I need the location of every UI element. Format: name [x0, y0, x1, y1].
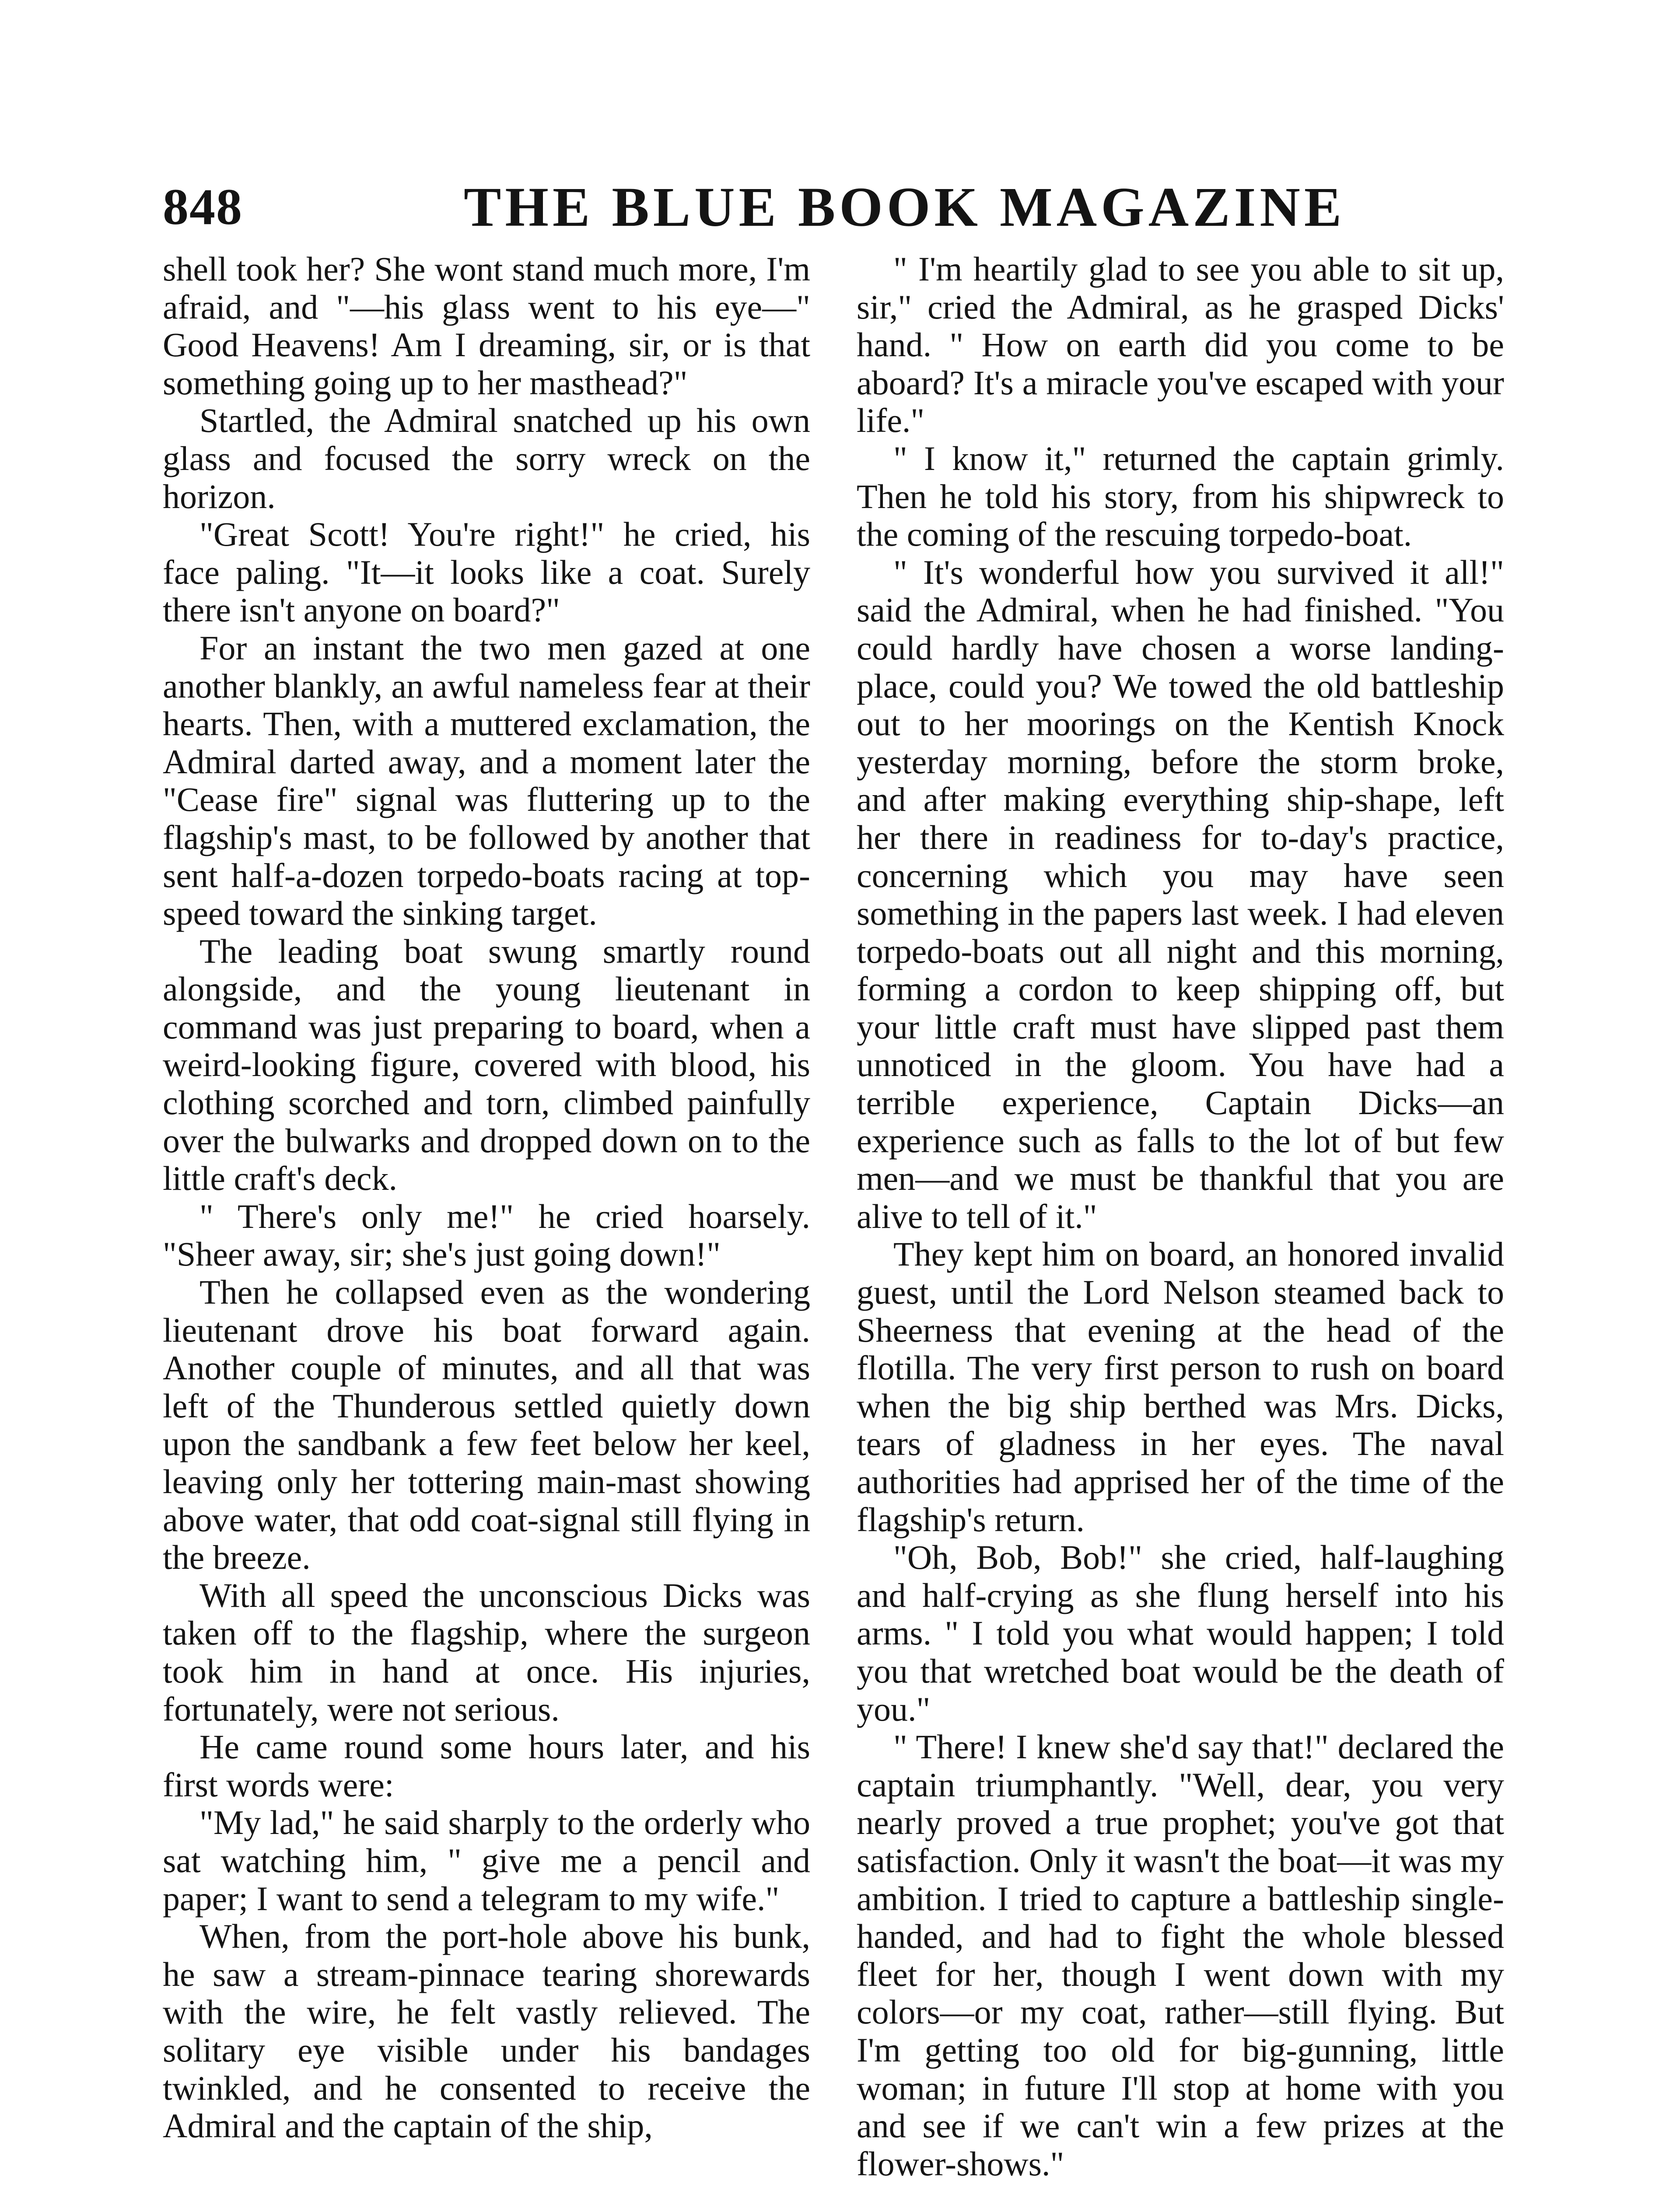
- paragraph: " There! I knew she'd say that!" declared the captain triumphantly. "Well, dear, you very nearly proved a true prophet; you've got that satisfaction. Only it wasn't the boat—it was my ambition. I tried to capture a battleship single-handed, and had to fight the whole blessed fleet for her, though I went down with my colors—or my coat, rather—still flying. But I'm getting too old for big-gunning, little woman; in future I'll stop at home with you and see if we can't win a few prizes at the flower-shows.": [857, 1728, 1504, 2183]
- paragraph: When, from the port-hole above his bunk, he saw a stream-pinnace tearing shorewards with the wire, he felt vastly relieved. The solitary eye visible under his bandages twinkled, and he consented to receive the Admiral and the captain of the ship,: [163, 1917, 810, 2145]
- paragraph: With all speed the unconscious Dicks was taken off to the flagship, where the surgeon took him in hand at once. His injuries, fortunately, were not serious.: [163, 1576, 810, 1728]
- paragraph: "Great Scott! You're right!" he cried, his face paling. "It—it looks like a coat. Surely there isn't anyone on board?": [163, 515, 810, 629]
- paragraph: " It's wonderful how you survived it all!" said the Admiral, when he had finished. "You could hardly have chosen a worse landing-place, could you? We towed the old battleship out to her moorings on the Kentish Knock yesterday morning, before the storm broke, and after making everything ship-shape, left her there in readiness for to-day's practice, concerning which you may have seen something in the papers last week. I had eleven torpedo-boats out all night and this morning, forming a cordon to keep shipping off, but your little craft must have slipped past them unnoticed in the gloom. You have had a terrible experience, Captain Dicks—an experience such as falls to the lot of but few men—and we must be thankful that you are alive to tell of it.": [857, 553, 1504, 1235]
- paragraph: They kept him on board, an honored invalid guest, until the Lord Nelson steamed back to Sheerness that evening at the head of the flotilla. The very first person to rush on board when the big ship berthed was Mrs. Dicks, tears of gladness in her eyes. The naval authorities had apprised her of the time of the flagship's return.: [857, 1235, 1504, 1539]
- magazine-title: THE BLUE BOOK MAGAZINE: [464, 176, 1346, 238]
- paragraph: Then he collapsed even as the wondering lieutenant drove his boat forward again. Another couple of minutes, and all that was left of the Thunderous settled quietly down upon the sandbank a few feet below her keel, leaving only her tottering main-mast showing above water, that odd coat-signal still flying in the breeze.: [163, 1273, 810, 1577]
- paragraph: For an instant the two men gazed at one another blankly, an awful nameless fear at their hearts. Then, with a muttered exclamation, the Admiral darted away, and a moment later the "Cease fire" signal was fluttering up to the flagship's mast, to be followed by another that sent half-a-dozen torpedo-boats racing at top-speed toward the sinking target.: [163, 628, 810, 933]
- left-column: [163, 250, 810, 2188]
- paragraph: shell took her? She wont stand much more, I'm afraid, and "—his glass went to his eye—" Good Heavens! Am I dreaming, sir, or is that something going up to her masthead?": [163, 250, 810, 402]
- paragraph: "My lad," he said sharply to the orderly who sat watching him, " give me a pencil and paper; I want to send a telegram to my wife.": [163, 1803, 810, 1918]
- right-column: [857, 250, 1504, 2188]
- paragraph: " There's only me!" he cried hoarsely. "Sheer away, sir; she's just going down!": [163, 1197, 810, 1273]
- paragraph: "Oh, Bob, Bob!" she cried, half-laughing and half-crying as she flung herself into his arms. " I told you what would happen; I told you that wretched boat would be the death of you.": [857, 1538, 1504, 1728]
- paragraph: " I know it," returned the captain grimly. Then he told his story, from his shipwreck to the coming of the rescuing torpedo-boat.: [857, 439, 1504, 554]
- page-header: [0, 170, 1680, 244]
- paragraph: Startled, the Admiral snatched up his own glass and focused the sorry wreck on the horizon.: [163, 401, 810, 515]
- paragraph: " I'm heartily glad to see you able to sit up, sir," cried the Admiral, as he grasped Dicks' hand. " How on earth did you come to be aboard? It's a miracle you've escaped with your life.": [857, 250, 1504, 440]
- paragraph: He came round some hours later, and his first words were:: [163, 1728, 810, 1804]
- page-number: 848: [163, 178, 243, 235]
- paragraph: The leading boat swung smartly round alongside, and the young lieutenant in command was just preparing to board, when a weird-looking figure, covered with blood, his clothing scorched and torn, climbed painfully over the bulwarks and dropped down on to the little craft's deck.: [163, 932, 810, 1198]
